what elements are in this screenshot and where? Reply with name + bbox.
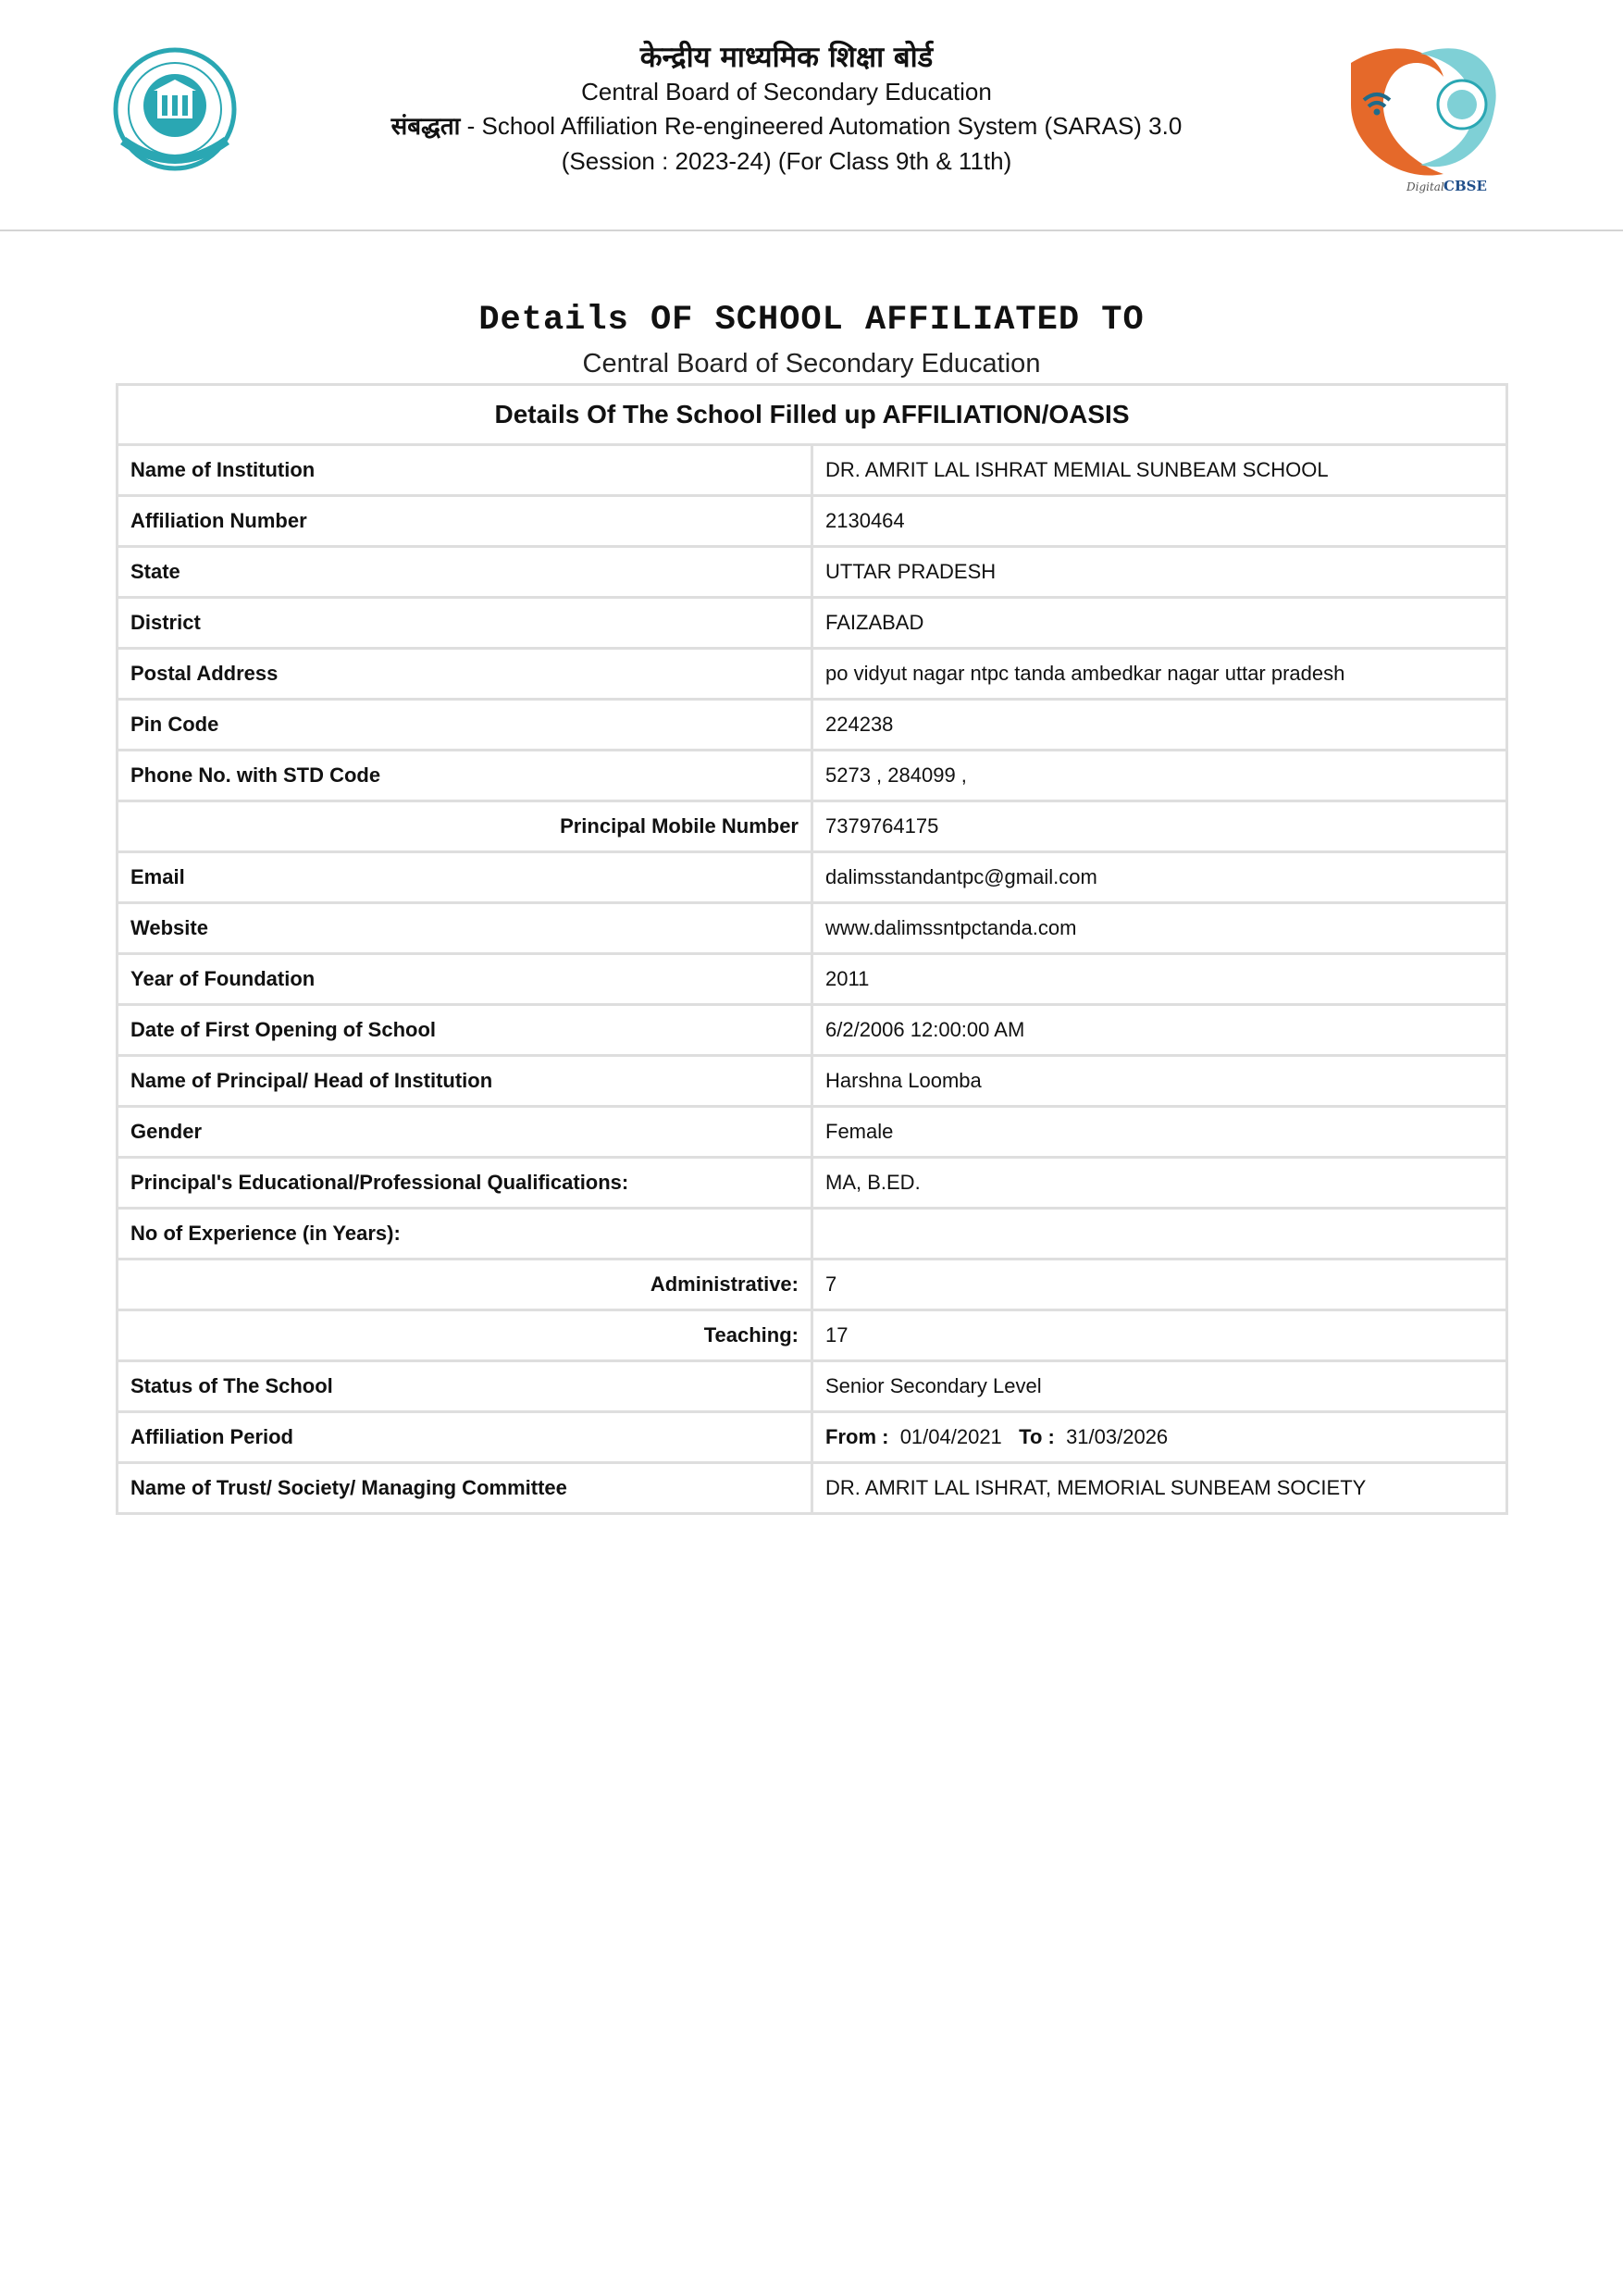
row-label: Teaching:	[118, 1310, 812, 1361]
row-value: 5273 , 284099 ,	[812, 751, 1507, 801]
table-row	[118, 1107, 1507, 1158]
digital-cbse-logo	[1332, 35, 1508, 200]
table-row	[118, 1463, 1507, 1514]
table-row	[118, 1361, 1507, 1412]
table-heading-row	[118, 385, 1507, 445]
website-value: www.dalimssntpctanda.com	[812, 903, 1507, 954]
table-row	[118, 1260, 1507, 1310]
table-row	[118, 751, 1507, 801]
header-text-block	[278, 41, 1295, 179]
row-value: UTTAR PRADESH	[812, 547, 1507, 598]
row-value: 6/2/2006 12:00:00 AM	[812, 1005, 1507, 1056]
saras-line	[278, 109, 1295, 144]
svg-text:CBSE: CBSE	[1443, 178, 1487, 194]
row-label: Principal Mobile Number	[118, 801, 812, 852]
row-label: Administrative:	[118, 1260, 812, 1310]
row-label: No of Experience (in Years):	[118, 1209, 812, 1260]
row-label: Email	[118, 852, 812, 903]
row-value: Harshna Loomba	[812, 1056, 1507, 1107]
table-row	[118, 1209, 1507, 1260]
email-value: dalimsstandantpc@gmail.com	[812, 852, 1507, 903]
table-row	[118, 903, 1507, 954]
table-row	[118, 954, 1507, 1005]
row-value: 17	[812, 1310, 1507, 1361]
row-value: DR. AMRIT LAL ISHRAT, MEMORIAL SUNBEAM SOCIETY	[812, 1463, 1507, 1514]
row-value: Female	[812, 1107, 1507, 1158]
row-value: FAIZABAD	[812, 598, 1507, 649]
row-label: Principal's Educational/Professional Qualifications:	[118, 1158, 812, 1209]
row-label: Year of Foundation	[118, 954, 812, 1005]
table-row	[118, 1310, 1507, 1361]
table-row	[118, 1005, 1507, 1056]
row-label: Website	[118, 903, 812, 954]
cbse-emblem-logo	[109, 44, 241, 185]
svg-text:भारत: भारत	[163, 153, 187, 167]
row-label: Name of Principal/ Head of Institution	[118, 1056, 812, 1107]
row-label: Affiliation Number	[118, 496, 812, 547]
document-subtitle: Central Board of Secondary Education	[582, 349, 1041, 379]
table-row	[118, 1158, 1507, 1209]
table-row	[118, 496, 1507, 547]
row-value: DR. AMRIT LAL ISHRAT MEMIAL SUNBEAM SCHOOL	[812, 445, 1507, 496]
table-row	[118, 445, 1507, 496]
row-label: Postal Address	[118, 649, 812, 700]
board-english-title: Central Board of Secondary Education	[581, 78, 992, 105]
table-row	[118, 1412, 1507, 1463]
row-label: Name of Institution	[118, 445, 812, 496]
row-label: Name of Trust/ Society/ Managing Committee	[118, 1463, 812, 1514]
row-value: 7	[812, 1260, 1507, 1310]
from-date: 01/04/2021	[899, 1425, 1002, 1448]
table-row	[118, 852, 1507, 903]
table-row	[118, 801, 1507, 852]
table-row	[118, 700, 1507, 751]
table-row	[118, 598, 1507, 649]
row-value: MA, B.ED.	[812, 1158, 1507, 1209]
saras-english-text: - School Affiliation Re-engineered Automation System (SARAS) 3.0	[460, 112, 1183, 140]
row-label: Phone No. with STD Code	[118, 751, 812, 801]
saras-hindi-word: संबद्धता	[390, 113, 461, 141]
page-header	[0, 0, 1623, 231]
board-hindi-title: केन्द्रीय माध्यमिक शिक्षा बोर्ड	[639, 41, 934, 74]
document-title-block	[0, 298, 1623, 381]
affiliation-period-value	[812, 1412, 1507, 1463]
row-value: 2130464	[812, 496, 1507, 547]
row-label: Pin Code	[118, 700, 812, 751]
row-label: Affiliation Period	[118, 1412, 812, 1463]
row-value	[812, 1209, 1507, 1260]
row-value: 224238	[812, 700, 1507, 751]
row-value: 7379764175	[812, 801, 1507, 852]
table-row	[118, 547, 1507, 598]
svg-text:Digital: Digital	[1406, 180, 1444, 193]
school-details-table	[116, 383, 1508, 1515]
row-value: 2011	[812, 954, 1507, 1005]
session-line: (Session : 2023-24) (For Class 9th & 11th)	[561, 147, 1012, 175]
table-row	[118, 1056, 1507, 1107]
row-value: Senior Secondary Level	[812, 1361, 1507, 1412]
row-label: District	[118, 598, 812, 649]
document-title: Details OF SCHOOL AFFILIATED TO	[478, 301, 1145, 340]
from-label: From :	[825, 1425, 889, 1448]
row-label: Gender	[118, 1107, 812, 1158]
table-row	[118, 649, 1507, 700]
row-value: po vidyut nagar ntpc tanda ambedkar nagar uttar pradesh	[812, 649, 1507, 700]
table-heading: Details Of The School Filled up AFFILIATION/OASIS	[118, 385, 1507, 445]
to-label: To :	[1019, 1425, 1055, 1448]
row-label: State	[118, 547, 812, 598]
to-date: 31/03/2026	[1066, 1425, 1169, 1448]
row-label: Status of The School	[118, 1361, 812, 1412]
row-label: Date of First Opening of School	[118, 1005, 812, 1056]
